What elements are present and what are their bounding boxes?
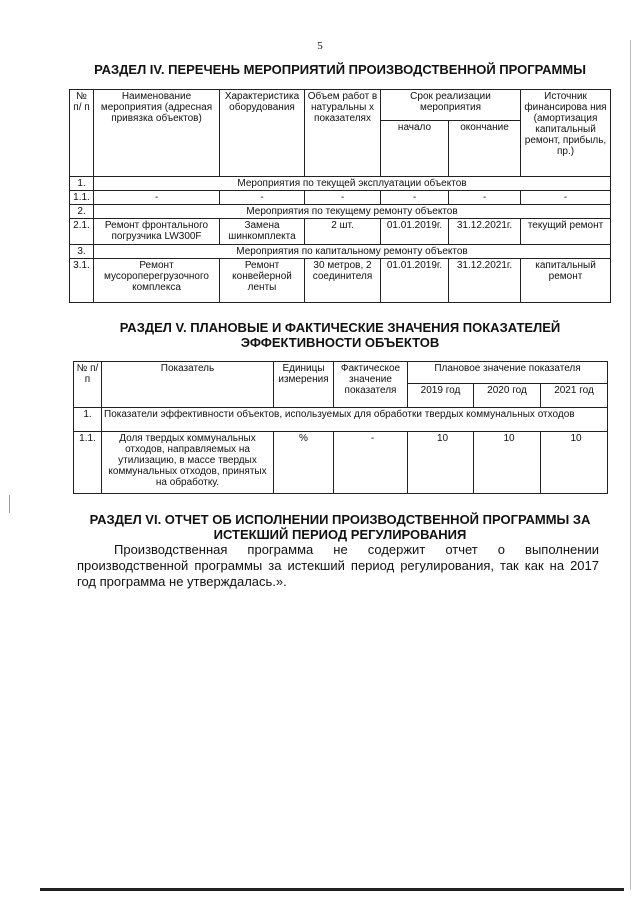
header-end: окончание	[449, 121, 521, 177]
header-indicator: Показатель	[102, 362, 274, 408]
header-term: Срок реализации мероприятия	[381, 90, 521, 121]
scan-mark	[9, 495, 10, 513]
page-number: 5	[317, 40, 323, 52]
table-row: 1. Показатели эффективности объектов, используемых для обработки твердых коммунальных отходов	[74, 408, 608, 432]
group-row-text: Мероприятия по текущему ремонту объектов	[94, 205, 611, 219]
bottom-rule	[40, 888, 624, 891]
header-plan: Плановое значение показателя	[408, 362, 608, 384]
section4-title: РАЗДЕЛ IV. ПЕРЕЧЕНЬ МЕРОПРИЯТИЙ ПРОИЗВОДСТВЕННОЙ ПРОГРАММЫ	[94, 62, 586, 77]
section6-title: РАЗДЕЛ VI. ОТЧЕТ ОБ ИСПОЛНЕНИИ ПРОИЗВОДСТВЕННОЙ ПРОГРАММЫ ЗА ИСТЕКШИЙ ПЕРИОД РЕГУЛИРОВАНИЯ	[89, 512, 591, 542]
table-row: 3. Мероприятия по капитальному ремонту объектов	[70, 245, 611, 259]
header-name: Наименование мероприятия (адресная привязка объектов)	[94, 90, 220, 177]
header-start: начало	[381, 121, 449, 177]
header-2021: 2021 год	[541, 384, 608, 408]
table-row: 1.1. - - - - - -	[70, 191, 611, 205]
indicator-text: Доля твердых коммунальных отходов, направляемых на утилизацию, в массе твердых коммунальных отходов, принятых на обработку.	[102, 432, 274, 494]
header-actual: Фактическое значение показателя	[334, 362, 408, 408]
table-row: 1.1. Доля твердых коммунальных отходов, направляемых на утилизацию, в массе твердых коммунальных отходов, принятых на обработку. % - 10 10 10	[74, 432, 608, 494]
paragraph-rest: производственной программы за истекший период регулирования, так как на 2017 год программа не утверждалась.».	[77, 558, 599, 589]
header-units: Единицы измерения	[274, 362, 334, 408]
group-row-text: Показатели эффективности объектов, используемых для обработки твердых коммунальных отходов	[102, 408, 608, 432]
group-row-text: Мероприятия по текущей эксплуатации объектов	[94, 177, 611, 191]
section5-title: РАЗДЕЛ V. ПЛАНОВЫЕ И ФАКТИЧЕСКИЕ ЗНАЧЕНИЯ ПОКАЗАТЕЛЕЙ ЭФФЕКТИВНОСТИ ОБЪЕКТОВ	[119, 320, 561, 350]
table-row: 2. Мероприятия по текущему ремонту объектов	[70, 205, 611, 219]
header-num: № п/п	[74, 362, 102, 408]
header-2020: 2020 год	[474, 384, 541, 408]
header-num: № п/ п	[70, 90, 94, 177]
header-equipment: Характеристика оборудования	[220, 90, 305, 177]
header-2019: 2019 год	[408, 384, 474, 408]
table-row: 1. Мероприятия по текущей эксплуатации объектов	[70, 177, 611, 191]
section5-table	[73, 361, 608, 494]
paragraph-line-1: Производственная программа не содержит отчет о выполнении	[114, 542, 599, 557]
group-row-text: Мероприятия по капитальному ремонту объектов	[94, 245, 611, 259]
section4-table	[69, 89, 611, 303]
section6-paragraph	[77, 542, 599, 590]
table-row: 2.1. Ремонт фронтального погрузчика LW300F Замена шинкомплекта 2 шт. 01.01.2019г. 31.12.2021г. текущий ремонт	[70, 219, 611, 245]
table-row: 3.1. Ремонт мусороперегрузочного комплекса Ремонт конвейерной ленты 30 метров, 2 соединителя 01.01.2019г. 31.12.2021г. капитальный ремонт	[70, 259, 611, 303]
header-source: Источник финансирова ния (амортизация капитальный ремонт, прибыль, пр.)	[521, 90, 611, 177]
page-edge-line	[630, 40, 631, 890]
header-volume: Объем работ в натуральны х показателях	[305, 90, 381, 177]
